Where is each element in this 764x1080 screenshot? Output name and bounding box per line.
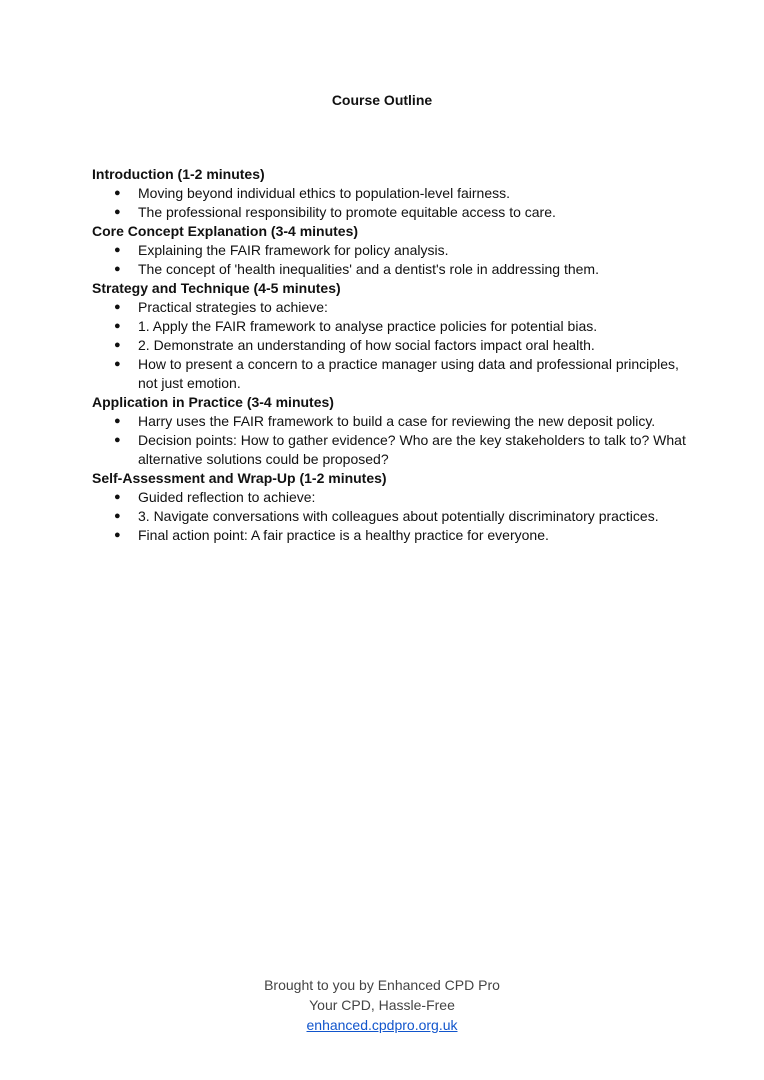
list-item (92, 298, 692, 317)
bullet-list (92, 241, 692, 279)
list-item (92, 241, 692, 260)
list-item-text: Explaining the FAIR framework for policy analysis. (138, 242, 449, 258)
list-item-text: The concept of 'health inequalities' and a dentist's role in addressing them. (138, 261, 599, 277)
list-item (92, 412, 692, 431)
bullet-list (92, 184, 692, 222)
footer-website-link[interactable]: enhanced.cpdpro.org.uk (306, 1017, 458, 1033)
section-application (92, 393, 692, 469)
section-heading: Strategy and Technique (4-5 minutes) (92, 280, 341, 296)
bullet-icon: ● (114, 301, 121, 313)
page-footer (0, 975, 764, 1035)
list-item-text: Practical strategies to achieve: (138, 299, 328, 315)
section-introduction (92, 165, 692, 222)
section-heading: Introduction (1-2 minutes) (92, 166, 265, 182)
bullet-icon: ● (114, 415, 121, 427)
list-item-text: The professional responsibility to promote equitable access to care. (138, 204, 556, 220)
list-item (92, 488, 692, 507)
list-item (92, 355, 692, 393)
list-item (92, 203, 692, 222)
bullet-icon: ● (114, 244, 121, 256)
bullet-icon: ● (114, 187, 121, 199)
bullet-list (92, 488, 692, 545)
footer-tagline: Your CPD, Hassle-Free (309, 997, 455, 1013)
list-item-text: 2. Demonstrate an understanding of how social factors impact oral health. (138, 337, 595, 353)
list-item (92, 526, 692, 545)
list-item-text: 1. Apply the FAIR framework to analyse practice policies for potential bias. (138, 318, 598, 334)
list-item-text: Final action point: A fair practice is a healthy practice for everyone. (138, 527, 549, 543)
bullet-icon: ● (114, 320, 121, 332)
section-heading: Self-Assessment and Wrap-Up (1-2 minutes) (92, 470, 387, 486)
list-item (92, 260, 692, 279)
list-item-text: Guided reflection to achieve: (138, 489, 316, 505)
bullet-icon: ● (114, 510, 121, 522)
list-item-text: Harry uses the FAIR framework to build a case for reviewing the new deposit policy. (138, 413, 656, 429)
page-title: Course Outline (331, 92, 433, 108)
section-heading: Application in Practice (3-4 minutes) (92, 394, 334, 410)
section-self-assessment (92, 469, 692, 545)
section-core-concept (92, 222, 692, 279)
list-item-text: How to present a concern to a practice manager using data and professional principles, not just emotion. (138, 356, 679, 391)
bullet-icon: ● (114, 339, 121, 351)
bullet-icon: ● (114, 358, 121, 370)
bullet-list (92, 298, 692, 393)
list-item-text: Moving beyond individual ethics to population-level fairness. (138, 185, 510, 201)
footer-brand-line: Brought to you by Enhanced CPD Pro (264, 977, 500, 993)
list-item-text: Decision points: How to gather evidence? Who are the key stakeholders to talk to? What alternative solutions could be proposed? (138, 432, 686, 467)
bullet-list (92, 412, 692, 469)
bullet-icon: ● (114, 206, 121, 218)
bullet-icon: ● (114, 491, 121, 503)
list-item (92, 431, 692, 469)
section-heading: Core Concept Explanation (3-4 minutes) (92, 223, 359, 239)
bullet-icon: ● (114, 263, 121, 275)
list-item (92, 507, 692, 526)
section-strategy (92, 279, 692, 393)
course-outline-content (92, 165, 692, 545)
list-item (92, 317, 692, 336)
list-item (92, 184, 692, 203)
bullet-icon: ● (114, 529, 121, 541)
list-item (92, 336, 692, 355)
bullet-icon: ● (114, 434, 121, 446)
list-item-text: 3. Navigate conversations with colleagues about potentially discriminatory practices. (138, 508, 659, 524)
